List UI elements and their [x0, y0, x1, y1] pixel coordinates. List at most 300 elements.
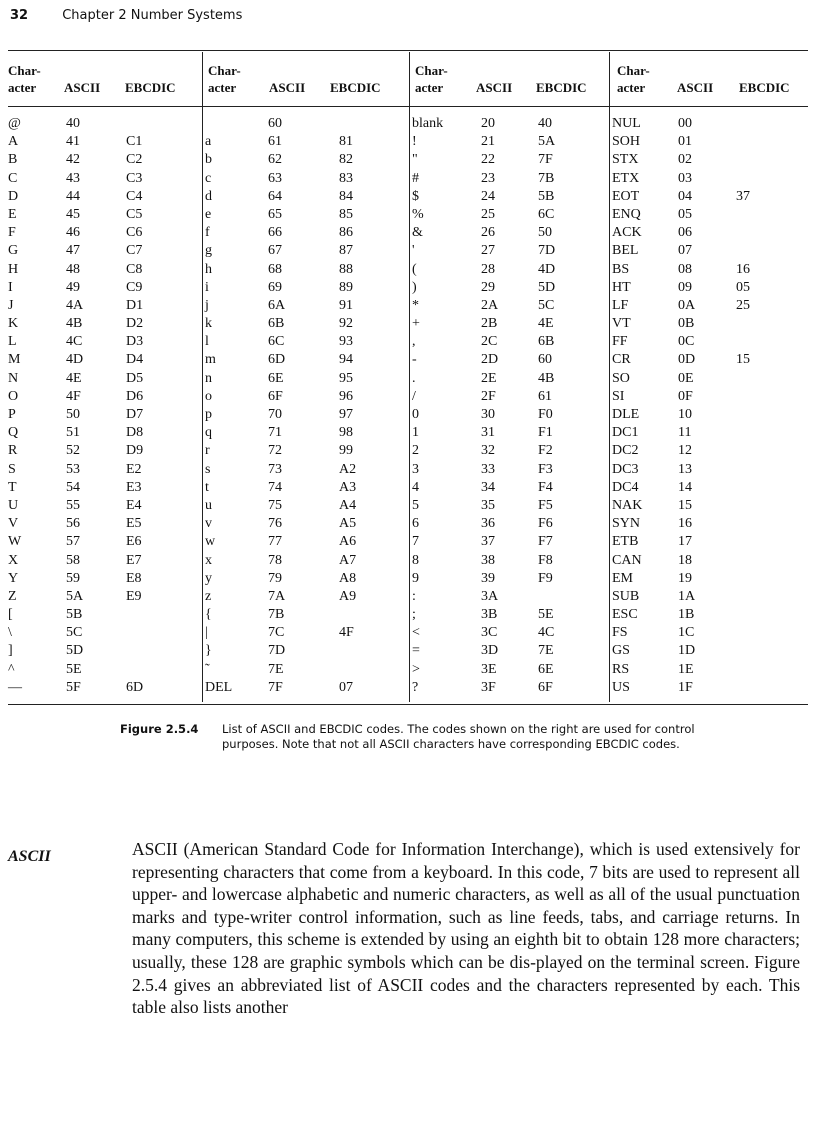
ebcdic-code: E2 — [126, 461, 142, 477]
ascii-code: 7A — [268, 588, 286, 604]
ebcdic-code: D4 — [126, 352, 144, 368]
ebcdic-code: 5A — [538, 134, 556, 150]
character: LF — [612, 297, 629, 313]
ascii-code: 16 — [678, 516, 692, 532]
character: L — [8, 334, 17, 350]
character: T — [8, 479, 17, 495]
header-character: Char- — [617, 63, 650, 78]
ascii-code: 29 — [481, 279, 495, 295]
ebcdic-code: A8 — [339, 570, 357, 586]
character: CAN — [612, 552, 642, 568]
character: ^ — [8, 661, 15, 677]
ebcdic-code: 6D — [126, 679, 144, 695]
ascii-code: 20 — [481, 116, 495, 131]
ascii-code: 79 — [268, 570, 282, 586]
character: ! — [412, 134, 417, 150]
character: EM — [612, 570, 633, 586]
character: ] — [8, 643, 13, 659]
character: l — [205, 334, 209, 350]
character: 8 — [412, 552, 419, 568]
character: Z — [8, 588, 17, 604]
character: DC3 — [612, 461, 639, 477]
side-heading: ASCII — [8, 848, 51, 865]
character: R — [8, 443, 18, 459]
table-top-rule — [8, 50, 808, 51]
character: e — [205, 206, 212, 222]
ascii-code: 67 — [268, 243, 282, 259]
ascii-code: 36 — [481, 516, 495, 532]
character: ) — [412, 279, 417, 295]
ebcdic-code: F8 — [538, 552, 553, 568]
character: x — [205, 552, 212, 568]
character: Y — [8, 570, 19, 586]
character: ' — [412, 243, 415, 259]
character: SUB — [612, 588, 640, 604]
ebcdic-code: 25 — [736, 297, 750, 313]
ebcdic-code: F5 — [538, 497, 553, 513]
ascii-code: 35 — [481, 497, 495, 513]
ascii-code: 43 — [66, 170, 80, 186]
ascii-code: 53 — [66, 461, 80, 477]
ascii-code: 09 — [678, 279, 692, 295]
ebcdic-code: C8 — [126, 261, 143, 277]
ebcdic-code: 91 — [339, 297, 353, 313]
header-character: acter — [208, 80, 237, 95]
ebcdic-code: D7 — [126, 407, 144, 422]
ebcdic-code: E4 — [126, 497, 142, 513]
ascii-code: 44 — [66, 188, 80, 204]
ascii-code: 71 — [268, 425, 282, 441]
ascii-code: 49 — [66, 279, 80, 295]
table-bottom-rule — [8, 704, 808, 705]
character: HT — [612, 279, 631, 295]
ebcdic-code: F7 — [538, 534, 553, 550]
ascii-code: 4B — [66, 316, 83, 332]
ascii-code: 64 — [268, 188, 282, 204]
character: B — [8, 152, 18, 168]
ebcdic-code: D5 — [126, 370, 144, 386]
character: t — [205, 479, 209, 495]
header-character: Char- — [208, 63, 241, 78]
character: ETX — [612, 170, 640, 186]
ascii-code: 58 — [66, 552, 80, 568]
character: v — [205, 516, 212, 532]
ascii-code: 1E — [678, 661, 694, 677]
character: A — [8, 134, 19, 150]
ascii-code: 73 — [268, 461, 282, 477]
ascii-code: 77 — [268, 534, 282, 550]
column-divider — [409, 52, 410, 702]
ebcdic-code: C1 — [126, 134, 143, 150]
character: : — [412, 588, 416, 604]
ebcdic-code: D9 — [126, 443, 144, 459]
character: n — [205, 370, 212, 386]
ebcdic-code: F9 — [538, 570, 553, 586]
ebcdic-code: D6 — [126, 388, 144, 404]
ebcdic-code: E3 — [126, 479, 142, 495]
ebcdic-code: F6 — [538, 516, 553, 532]
ascii-code: 59 — [66, 570, 80, 586]
ascii-code: 76 — [268, 516, 282, 532]
character: - — [412, 352, 417, 368]
ascii-code: 14 — [678, 479, 692, 495]
ascii-code: 74 — [268, 479, 282, 495]
ascii-code: 39 — [481, 570, 495, 586]
ebcdic-code: 5D — [538, 279, 556, 295]
ascii-code: 7E — [268, 661, 284, 677]
ascii-code: 61 — [268, 134, 282, 150]
ebcdic-code: 7D — [538, 243, 556, 259]
character: k — [205, 316, 212, 332]
character: 7 — [412, 534, 419, 550]
ebcdic-code: 05 — [736, 279, 750, 295]
character: VT — [612, 316, 631, 332]
ascii-code: 48 — [66, 261, 80, 277]
ebcdic-code: 85 — [339, 206, 353, 222]
character: + — [412, 316, 420, 332]
character: > — [412, 661, 420, 677]
character: ˜ — [205, 661, 210, 677]
ebcdic-code: 87 — [339, 243, 353, 259]
ascii-code: 3A — [481, 588, 499, 604]
ascii-code: 78 — [268, 552, 282, 568]
ascii-code: 18 — [678, 552, 692, 568]
ascii-code: 2C — [481, 334, 498, 350]
ascii-code: 47 — [66, 243, 80, 259]
ebcdic-code: 94 — [339, 352, 353, 368]
ebcdic-code: 93 — [339, 334, 353, 350]
character: ? — [412, 679, 419, 695]
ascii-code: 28 — [481, 261, 495, 277]
ebcdic-code: 4F — [339, 625, 354, 641]
character: F — [8, 225, 16, 241]
character: * — [412, 297, 419, 313]
ascii-code: 1F — [678, 679, 693, 695]
character: i — [205, 279, 209, 295]
ascii-code: 6A — [268, 297, 286, 313]
ebcdic-code: C6 — [126, 225, 143, 241]
ebcdic-code: C5 — [126, 206, 143, 222]
ascii-code: 25 — [481, 206, 495, 222]
character: | — [205, 625, 208, 641]
ebcdic-code: A9 — [339, 588, 357, 604]
ebcdic-code: 37 — [736, 188, 750, 204]
ebcdic-code: 7F — [538, 152, 553, 168]
character: m — [205, 352, 216, 368]
character: DC2 — [612, 443, 639, 459]
ascii-code: 2E — [481, 370, 497, 386]
ascii-code: 68 — [268, 261, 282, 277]
ascii-code: 7C — [268, 625, 285, 641]
ascii-code: 5D — [66, 643, 84, 659]
column-divider — [609, 52, 610, 702]
character: / — [412, 388, 416, 404]
table-header-rule — [8, 106, 808, 107]
ascii-code: 56 — [66, 516, 80, 532]
ascii-code: 1D — [678, 643, 696, 659]
ebcdic-code: C7 — [126, 243, 143, 259]
character: < — [412, 625, 420, 641]
ebcdic-code: A2 — [339, 461, 357, 477]
character: 6 — [412, 516, 419, 532]
ascii-code: 0E — [678, 370, 694, 386]
ebcdic-code: 50 — [538, 225, 552, 241]
ascii-code: 42 — [66, 152, 80, 168]
ascii-code: 70 — [268, 407, 282, 422]
header-character: Char- — [415, 63, 448, 78]
character: SI — [612, 388, 625, 404]
ascii-code: 40 — [66, 116, 80, 131]
ascii-code: 0C — [678, 334, 695, 350]
ascii-code: 04 — [678, 188, 692, 204]
ascii-code: 3E — [481, 661, 497, 677]
character: # — [412, 170, 419, 186]
ascii-code: 3D — [481, 643, 499, 659]
ascii-code: 4E — [66, 370, 82, 386]
character: ENQ — [612, 206, 641, 222]
ebcdic-code: C3 — [126, 170, 143, 186]
ascii-code: 54 — [66, 479, 80, 495]
ascii-code: 6E — [268, 370, 284, 386]
character: h — [205, 261, 212, 277]
ascii-code: 26 — [481, 225, 495, 241]
ebcdic-code: 4B — [538, 370, 555, 386]
ebcdic-code: E6 — [126, 534, 142, 550]
ebcdic-code: F2 — [538, 443, 553, 459]
ascii-code: 75 — [268, 497, 282, 513]
ebcdic-code: 4D — [538, 261, 556, 277]
character: & — [412, 225, 423, 241]
character: p — [205, 407, 212, 422]
ascii-code: 3C — [481, 625, 498, 641]
ebcdic-code: 92 — [339, 316, 353, 332]
ascii-code: 63 — [268, 170, 282, 186]
ebcdic-code: 81 — [339, 134, 353, 150]
ebcdic-code: 84 — [339, 188, 353, 204]
character: SYN — [612, 516, 641, 532]
figure-caption — [120, 722, 720, 752]
ebcdic-code: 97 — [339, 407, 353, 422]
ebcdic-code: 4C — [538, 625, 555, 641]
ebcdic-code: D3 — [126, 334, 144, 350]
ascii-code: 65 — [268, 206, 282, 222]
ebcdic-code: 7E — [538, 643, 554, 659]
character: 2 — [412, 443, 419, 459]
ascii-code: 41 — [66, 134, 80, 150]
character: 3 — [412, 461, 419, 477]
ascii-code: 12 — [678, 443, 692, 459]
ascii-code: 6D — [268, 352, 286, 368]
ascii-code: 07 — [678, 243, 692, 259]
character: g — [205, 243, 212, 259]
ebcdic-code: 40 — [538, 116, 552, 131]
character: ( — [412, 261, 417, 277]
ebcdic-code: F1 — [538, 425, 553, 441]
character: J — [8, 297, 14, 313]
character: D — [8, 188, 19, 204]
ascii-code: 05 — [678, 206, 692, 222]
header-ebcdic: EBCDIC — [330, 80, 381, 95]
character: . — [412, 370, 416, 386]
character: X — [8, 552, 19, 568]
ascii-code: 62 — [268, 152, 282, 168]
ascii-code: 06 — [678, 225, 692, 241]
ebcdic-code: 98 — [339, 425, 353, 441]
ebcdic-code: D8 — [126, 425, 144, 441]
character: y — [205, 570, 212, 586]
ascii-code: 7D — [268, 643, 286, 659]
ebcdic-code: E8 — [126, 570, 142, 586]
column-divider — [202, 52, 203, 702]
character: $ — [412, 188, 419, 204]
ebcdic-code: D2 — [126, 316, 144, 332]
character: ESC — [612, 607, 638, 623]
character: 1 — [412, 425, 419, 441]
character: 9 — [412, 570, 419, 586]
character: RS — [612, 661, 630, 677]
ascii-code: 08 — [678, 261, 692, 277]
ascii-code: 22 — [481, 152, 495, 168]
ebcdic-code: C2 — [126, 152, 143, 168]
ebcdic-code: 86 — [339, 225, 353, 241]
header-character: Char- — [8, 63, 41, 78]
character: E — [8, 206, 17, 222]
character: w — [205, 534, 216, 550]
character: STX — [612, 152, 639, 168]
ascii-code: 17 — [678, 534, 692, 550]
ascii-code: 27 — [481, 243, 495, 259]
ebcdic-code: E7 — [126, 552, 142, 568]
ebcdic-code: 95 — [339, 370, 353, 386]
character: ETB — [612, 534, 639, 550]
ebcdic-code: 16 — [736, 261, 750, 277]
character: c — [205, 170, 212, 186]
ebcdic-code: F3 — [538, 461, 553, 477]
ebcdic-code: A6 — [339, 534, 357, 550]
figure-caption-text: List of ASCII and EBCDIC codes. The codes shown on the right are used for control purposes. Note that not all ASCII characters have corresponding EBCDIC codes. — [222, 722, 695, 751]
character: FS — [612, 625, 628, 641]
character: 5 — [412, 497, 419, 513]
character: s — [205, 461, 211, 477]
header-character: acter — [617, 80, 646, 95]
ascii-code: 2B — [481, 316, 498, 332]
character: BEL — [612, 243, 639, 259]
ascii-code: 21 — [481, 134, 495, 150]
ascii-code: 1B — [678, 607, 695, 623]
ascii-code: 5B — [66, 607, 83, 623]
character: a — [205, 134, 212, 150]
ascii-code: 31 — [481, 425, 495, 441]
character: G — [8, 243, 19, 259]
ascii-code: 02 — [678, 152, 692, 168]
ebcdic-code: 82 — [339, 152, 353, 168]
character: SOH — [612, 134, 641, 150]
character: FF — [612, 334, 628, 350]
ascii-code: 32 — [481, 443, 495, 459]
character: @ — [8, 116, 21, 131]
ebcdic-code: 15 — [736, 352, 750, 368]
character: M — [8, 352, 21, 368]
ascii-code: 5A — [66, 588, 84, 604]
ascii-code: 0B — [678, 316, 695, 332]
ascii-code: 51 — [66, 425, 80, 441]
ebcdic-code: C9 — [126, 279, 143, 295]
character: DLE — [612, 407, 640, 422]
character: 4 — [412, 479, 419, 495]
ebcdic-code: 7B — [538, 170, 555, 186]
character: } — [205, 643, 212, 659]
header-ebcdic: EBCDIC — [536, 80, 587, 95]
ascii-code: 5F — [66, 679, 81, 695]
ascii-code: 3F — [481, 679, 496, 695]
header-ebcdic: EBCDIC — [125, 80, 176, 95]
ascii-code: 6F — [268, 388, 283, 404]
character: V — [8, 516, 19, 532]
ascii-code: 69 — [268, 279, 282, 295]
ascii-code: 2A — [481, 297, 499, 313]
body-paragraph: ASCII (American Standard Code for Information Interchange), which is used extensively for representing characters that come from a keyboard. In this code, 7 bits are used to represent all upper- and lowercase alphabetic and numeric characters, as well as all of the usual punctuation marks and type-writer control information, such as line feeds, tabs, and carriage returns. In many computers, this scheme is extended by using an eighth bit to obtain 128 more characters; usually, these 128 are graphic symbols which can be dis-played on the terminal screen. Figure 2.5.4 gives an abbreviated list of ASCII codes and the characters represented by each. This table also lists another — [132, 839, 800, 1018]
character: o — [205, 388, 212, 404]
header-character: acter — [8, 80, 37, 95]
ebcdic-code: 4E — [538, 316, 554, 332]
ebcdic-code: F0 — [538, 407, 553, 422]
ebcdic-code: 83 — [339, 170, 353, 186]
character: NUL — [612, 116, 641, 131]
ascii-code: 4A — [66, 297, 84, 313]
character: K — [8, 316, 19, 332]
ebcdic-code: E9 — [126, 588, 142, 604]
ascii-code: 7B — [268, 607, 285, 623]
ebcdic-code: 6F — [538, 679, 553, 695]
ascii-code: 0F — [678, 388, 693, 404]
header-ebcdic: EBCDIC — [739, 80, 790, 95]
ascii-code: 3B — [481, 607, 498, 623]
ascii-code: 24 — [481, 188, 495, 204]
header-character: acter — [415, 80, 444, 95]
ebcdic-code: 07 — [339, 679, 353, 695]
ascii-code: 72 — [268, 443, 282, 459]
chapter-title: Chapter 2 Number Systems — [62, 8, 243, 23]
ascii-code: 2D — [481, 352, 499, 368]
ebcdic-code: D1 — [126, 297, 144, 313]
character: z — [205, 588, 212, 604]
character: GS — [612, 643, 630, 659]
character: BS — [612, 261, 630, 277]
character: [ — [8, 607, 13, 623]
character: H — [8, 261, 19, 277]
ebcdic-code: A7 — [339, 552, 357, 568]
header-ascii: ASCII — [476, 80, 513, 95]
character: j — [205, 297, 209, 313]
ebcdic-code: A3 — [339, 479, 357, 495]
ascii-code: 23 — [481, 170, 495, 186]
ascii-code: 5C — [66, 625, 83, 641]
character: EOT — [612, 188, 640, 204]
ascii-code: 37 — [481, 534, 495, 550]
ebcdic-code: 5E — [538, 607, 554, 623]
header-ascii: ASCII — [269, 80, 306, 95]
character: \ — [8, 625, 12, 641]
ebcdic-code: 6E — [538, 661, 554, 677]
ascii-code: 01 — [678, 134, 692, 150]
ascii-code: 2F — [481, 388, 496, 404]
ascii-code: 57 — [66, 534, 80, 550]
ascii-code: 10 — [678, 407, 692, 422]
ascii-code: 0A — [678, 297, 696, 313]
header-ascii: ASCII — [64, 80, 101, 95]
character: O — [8, 388, 19, 404]
character: DC4 — [612, 479, 639, 495]
